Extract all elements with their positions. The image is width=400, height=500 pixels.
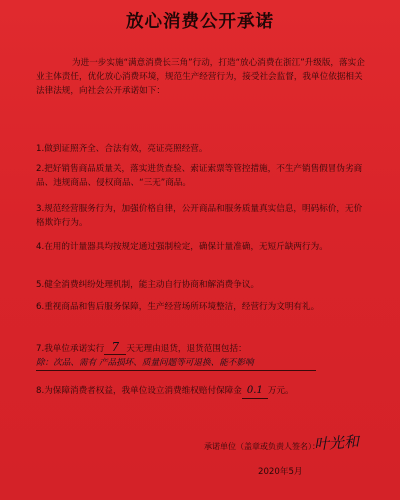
item7-prefix: 7.我单位承诺实行 (36, 344, 105, 354)
intro-paragraph: 为进一步实施“满意消费长三角”行动，打造“放心消费在浙江”升级版，落实企业主体责任，优化放心消费环境，规范生产经营行为，接受社会监督，我单位依据相关法律法规，向社会公开承诺如下： (36, 58, 365, 96)
item7-middle: 天无理由退货，退货范围包括： (126, 344, 247, 354)
item8-prefix: 8.为保障消费者权益，我单位设立消费维权赔付保障金 (36, 386, 242, 396)
commitment-item-8 (36, 384, 370, 399)
page-title: 放心消费公开承诺 (126, 12, 274, 32)
commitment-item-7 (36, 340, 370, 371)
commitment-item-2: 2.把好销售商品质量关，落实进货查验、索证索票等管控措施，不生产销售假冒伪劣商品、违规商品、侵权商品、“三无”商品。 (36, 164, 363, 188)
commitment-item-3: 3.规范经营服务行为，加强价格自律，公开商品和服务质量真实信息，明码标价，无价格欺诈行为。 (36, 204, 363, 228)
handwritten-signature: 叶光和 (313, 432, 360, 454)
signature-label: 承诺单位（盖章或负责人签名）： (204, 442, 320, 451)
guarantee-amount-field: 0.1 (242, 384, 268, 399)
signing-date: 2020年5月 (258, 467, 303, 477)
return-days-field: 7 (104, 340, 126, 355)
return-scope-field: 除：次品、需有 产品损坏、质量问题等可退换、能不影响 (36, 356, 316, 371)
commitment-item-5: 5.健全消费纠纷处理机制，能主动自行协商和解消费争议。 (36, 280, 260, 290)
commitment-item-4: 4.在用的计量器具均按规定通过强制检定，确保计量准确，无短斤缺两行为。 (36, 242, 328, 252)
commitment-item-1: 1.做到证照齐全、合法有效，亮证亮照经营。 (36, 144, 208, 154)
commitment-item-6: 6.重视商品和售后服务保障，生产经营场所环境整洁，经营行为文明有礼。 (36, 302, 320, 312)
item8-suffix: 万元。 (267, 386, 294, 396)
